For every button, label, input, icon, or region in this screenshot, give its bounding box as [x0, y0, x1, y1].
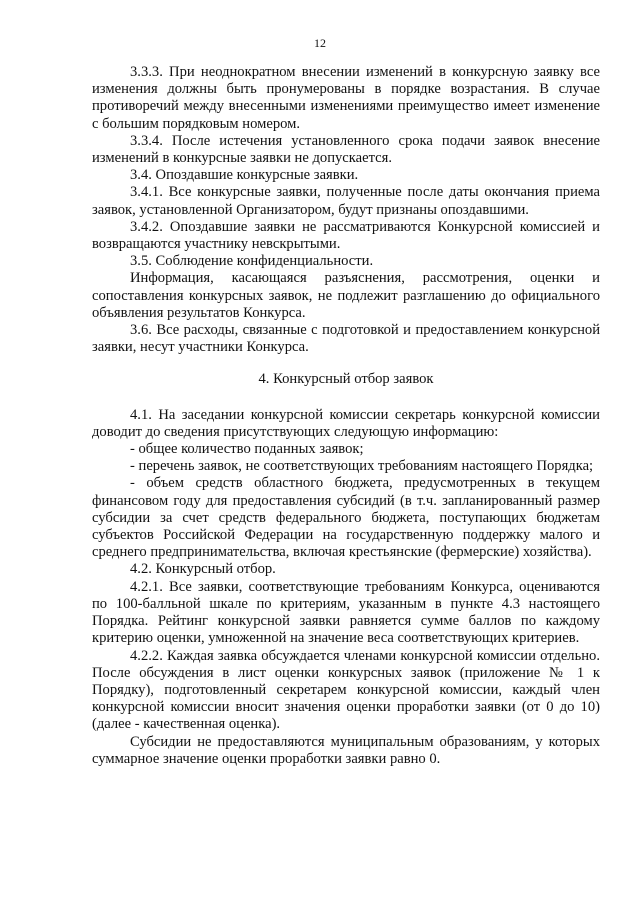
paragraph-4-2: 4.2. Конкурсный отбор.	[130, 561, 276, 578]
paragraph-3-4: 3.4. Опоздавшие конкурсные заявки.	[130, 167, 359, 184]
page-number: 12	[314, 36, 326, 50]
list-item-budget-volume: - объем средств областного бюджета, предусмотренных в текущем финансовом году для предоставления субсидий (в т.ч. запланированный размер субсидии за счет средств федерального бюджета, поступающих бюджетам субъектов Российской Федерации на государственную поддержку малого и среднего предпринимательства, включая крестьянские (фермерские) хозяйства).	[92, 475, 600, 561]
paragraph-4-2-1: 4.2.1. Все заявки, соответствующие требованиям Конкурса, оцениваются по 100-балльной шкале по критериям, указанным в пункте 4.3 настоящего Порядка. Рейтинг конкурсной заявки равняется сумме баллов по каждому критерию оценки, умноженной на значение веса соответствующих критериев.	[92, 578, 600, 647]
paragraph-3-5-text: Информация, касающаяся разъяснения, рассмотрения, оценки и сопоставления конкурсных заявок, не подлежит разглашению до официального объявления результатов Конкурса.	[92, 270, 600, 321]
list-item-total-applications: - общее количество поданных заявок;	[130, 441, 364, 458]
paragraph-3-4-1: 3.4.1. Все конкурсные заявки, полученные после даты окончания приема заявок, установленной Организатором, будут признаны опоздавшими.	[92, 184, 600, 218]
list-item-noncompliant-applications: - перечень заявок, не соответствующих требованиям настоящего Порядка;	[130, 458, 594, 475]
section-heading: 4. Конкурсный отбор заявок	[258, 371, 434, 388]
paragraph-3-3-4: 3.3.4. После истечения установленного срока подачи заявок внесение изменений в конкурсные заявки не допускается.	[92, 132, 600, 167]
paragraph-3-3-3: 3.3.3. При неоднократном внесении изменений в конкурсную заявку все изменения должны быть пронумерованы в порядке возрастания. В случае противоречий между внесенными изменениями преимущество имеет изменение с большим порядковым номером.	[92, 64, 600, 132]
paragraph-4-2-2: 4.2.2. Каждая заявка обсуждается членами конкурсной комиссии отдельно. После обсуждения в лист оценки конкурсных заявок (приложение № 1 к Порядку), подготовленный секретарем конкурсной комиссии, каждый член конкурсной комиссии вносит значения оценки проработки заявки (от 0 до 10) (далее - качественная оценка).	[92, 647, 600, 733]
paragraph-3-5: 3.5. Соблюдение конфиденциальности.	[130, 253, 374, 270]
paragraph-3-6: 3.6. Все расходы, связанные с подготовкой и предоставлением конкурсной заявки, несут участники Конкурса.	[92, 322, 600, 356]
paragraph-4-1: 4.1. На заседании конкурсной комиссии секретарь конкурсной комиссии доводит до сведения присутствующих следующую информацию:	[92, 406, 600, 440]
document-body	[92, 64, 600, 768]
paragraph-subsidies: Субсидии не предоставляются муниципальным образованиям, у которых суммарное значение оценки проработки заявки равно 0.	[92, 733, 600, 767]
paragraph-3-4-2: 3.4.2. Опоздавшие заявки не рассматриваются Конкурсной комиссией и возвращаются участнику невскрытыми.	[92, 218, 600, 253]
